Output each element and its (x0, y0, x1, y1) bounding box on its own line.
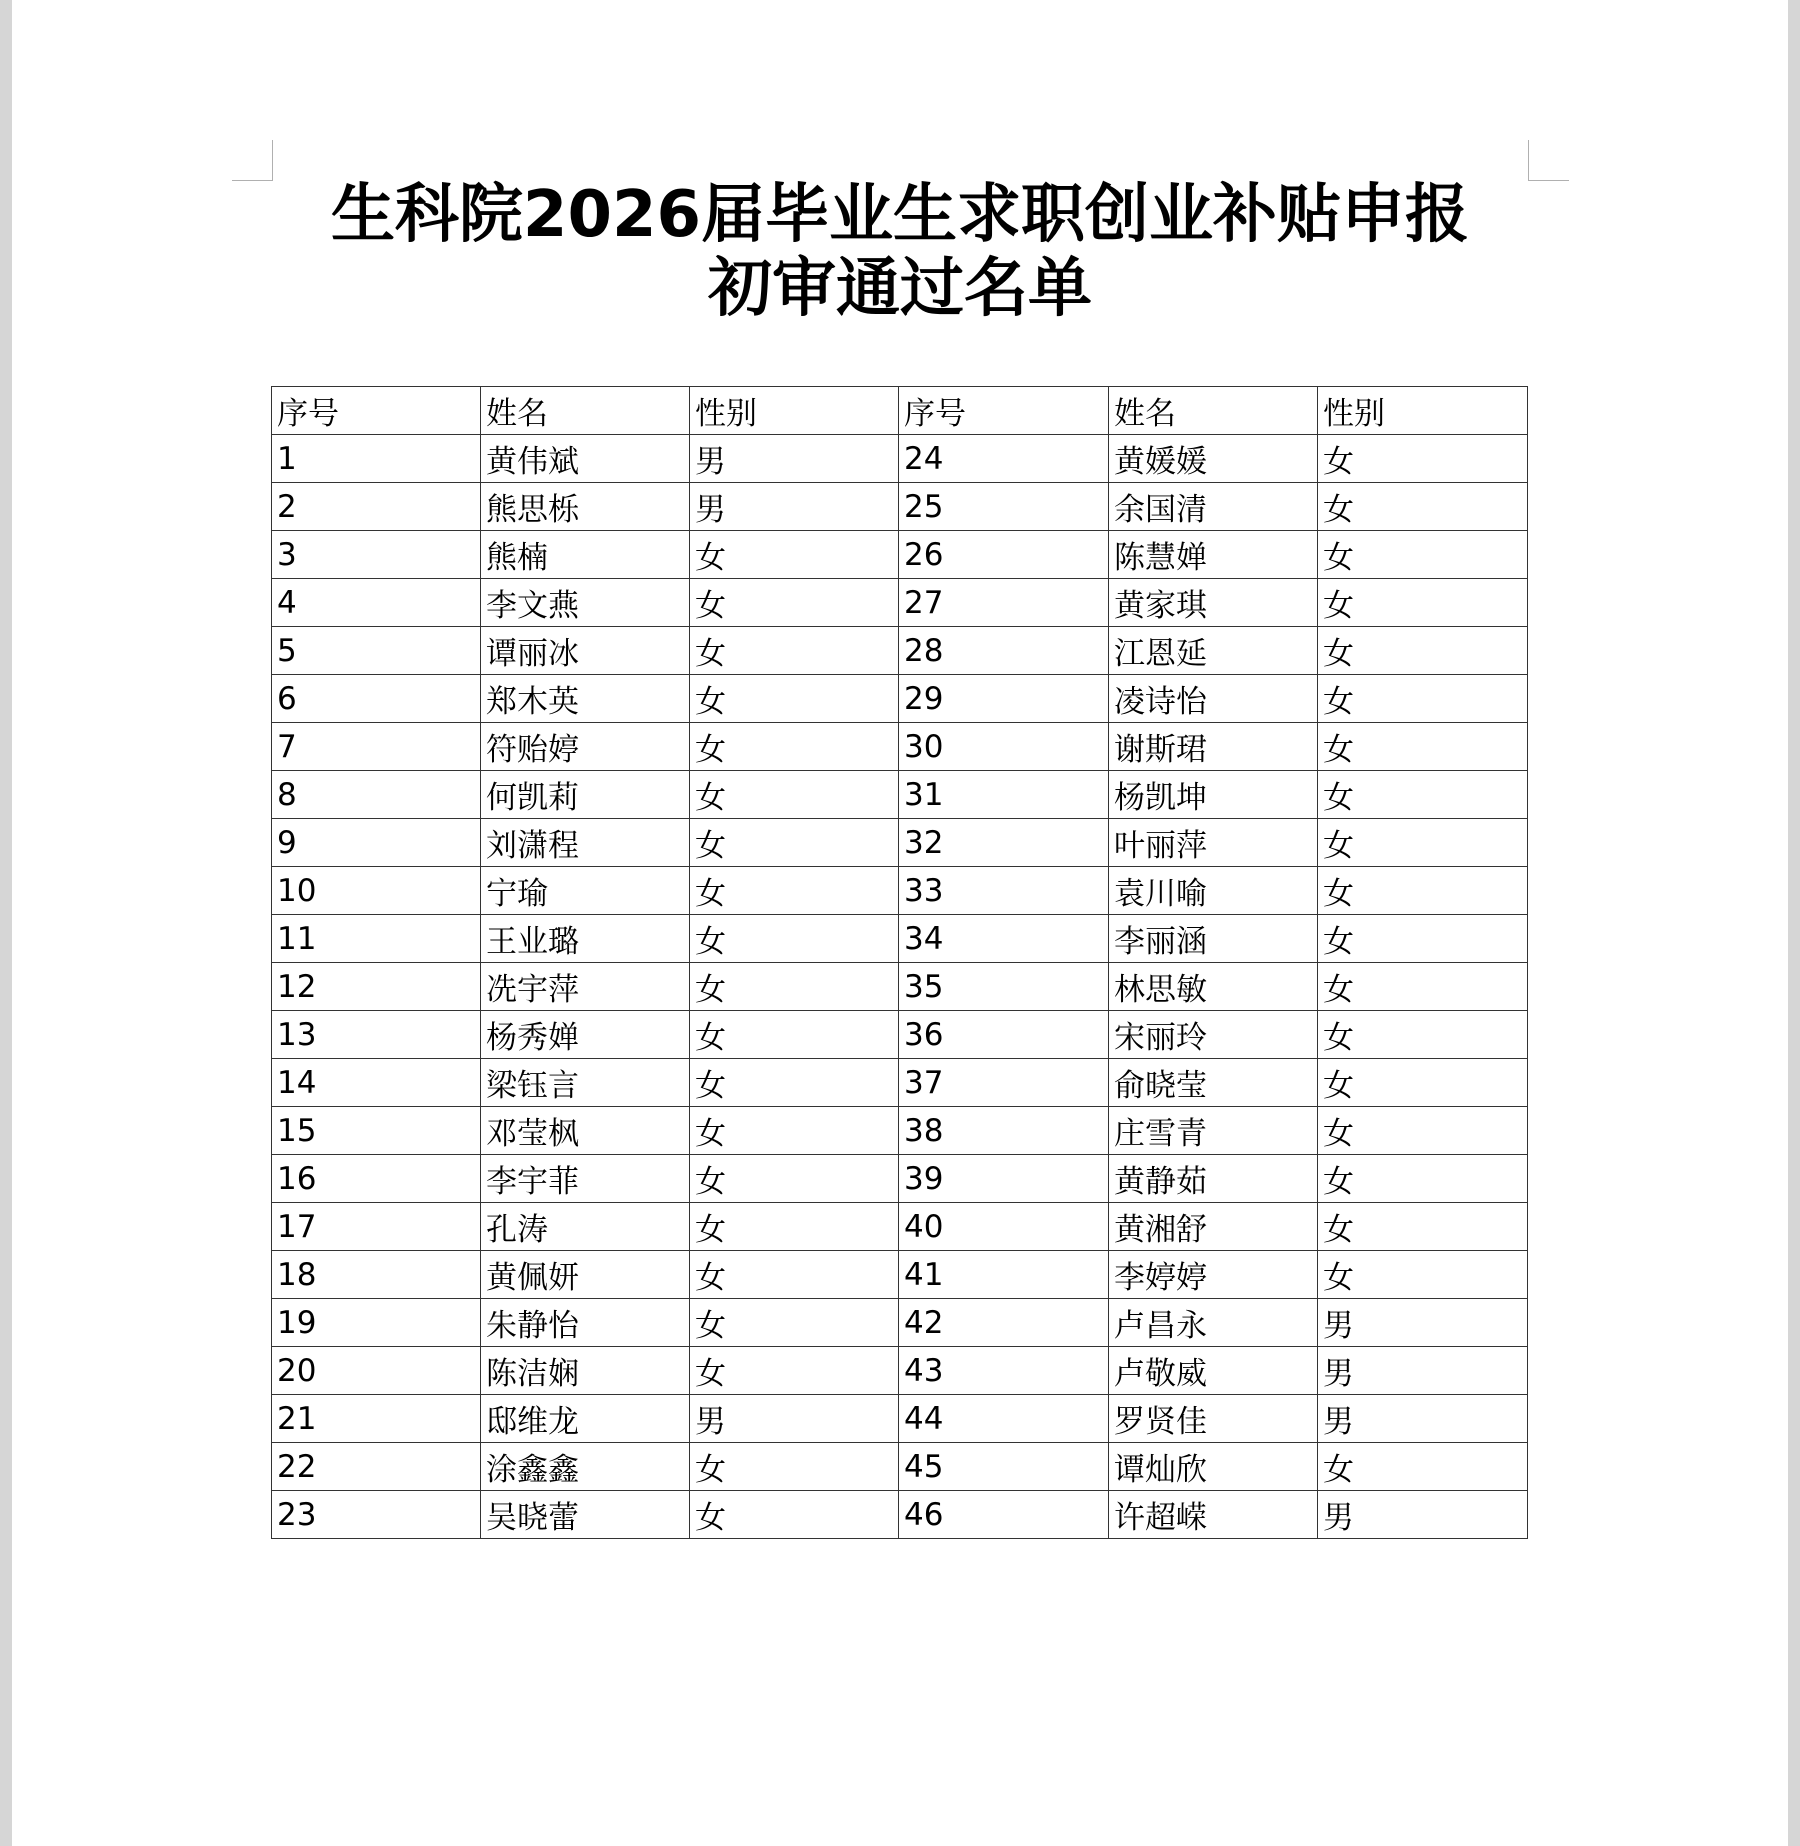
cell-name: 黄湘舒 (1109, 1203, 1318, 1251)
cell-index: 7 (272, 723, 481, 771)
cell-index: 25 (899, 483, 1109, 531)
cell-gender: 女 (690, 1203, 899, 1251)
cell-index: 1 (272, 435, 481, 483)
cell-index: 42 (899, 1299, 1109, 1347)
cell-index: 41 (899, 1251, 1109, 1299)
cell-gender: 女 (1318, 1443, 1528, 1491)
header-cell: 性别 (1318, 387, 1528, 435)
cell-name: 谢斯珺 (1109, 723, 1318, 771)
cell-index: 6 (272, 675, 481, 723)
cell-index: 23 (272, 1491, 481, 1539)
cell-index: 26 (899, 531, 1109, 579)
cell-gender: 女 (690, 1155, 899, 1203)
cell-name: 叶丽萍 (1109, 819, 1318, 867)
table-row (272, 1059, 1528, 1107)
cell-gender: 女 (1318, 1155, 1528, 1203)
table-row (272, 963, 1528, 1011)
cell-name: 孔涛 (481, 1203, 690, 1251)
cell-name: 卢敬威 (1109, 1347, 1318, 1395)
cell-name: 王业璐 (481, 915, 690, 963)
cell-name: 江恩延 (1109, 627, 1318, 675)
cell-name: 李丽涵 (1109, 915, 1318, 963)
header-cell: 姓名 (481, 387, 690, 435)
cell-name: 凌诗怡 (1109, 675, 1318, 723)
cell-name: 何凯莉 (481, 771, 690, 819)
cell-gender: 男 (690, 483, 899, 531)
cell-name: 俞晓莹 (1109, 1059, 1318, 1107)
cell-gender: 女 (1318, 723, 1528, 771)
cell-name: 宋丽玲 (1109, 1011, 1318, 1059)
cell-gender: 男 (690, 1395, 899, 1443)
cell-index: 36 (899, 1011, 1109, 1059)
cell-gender: 女 (690, 1347, 899, 1395)
cell-index: 31 (899, 771, 1109, 819)
table-body (272, 435, 1528, 1539)
cell-name: 谭灿欣 (1109, 1443, 1318, 1491)
table-row (272, 1155, 1528, 1203)
cell-index: 2 (272, 483, 481, 531)
cell-index: 13 (272, 1011, 481, 1059)
cell-gender: 男 (690, 435, 899, 483)
cell-gender: 女 (1318, 771, 1528, 819)
cell-index: 21 (272, 1395, 481, 1443)
cell-name: 袁川喻 (1109, 867, 1318, 915)
cell-name: 余国清 (1109, 483, 1318, 531)
document-title (12, 178, 1788, 326)
cell-gender: 女 (690, 867, 899, 915)
cell-index: 11 (272, 915, 481, 963)
cell-gender: 男 (1318, 1491, 1528, 1539)
table-row (272, 1251, 1528, 1299)
cell-index: 40 (899, 1203, 1109, 1251)
cell-gender: 女 (1318, 1203, 1528, 1251)
table-row (272, 1299, 1528, 1347)
cell-gender: 女 (690, 675, 899, 723)
cell-gender: 男 (1318, 1347, 1528, 1395)
cell-index: 8 (272, 771, 481, 819)
cell-gender: 女 (1318, 963, 1528, 1011)
cell-gender: 女 (690, 1251, 899, 1299)
cell-name: 朱静怡 (481, 1299, 690, 1347)
cell-index: 30 (899, 723, 1109, 771)
cell-name: 宁瑜 (481, 867, 690, 915)
cell-gender: 女 (690, 1491, 899, 1539)
cell-gender: 女 (690, 771, 899, 819)
cell-index: 19 (272, 1299, 481, 1347)
cell-index: 20 (272, 1347, 481, 1395)
table-row (272, 1107, 1528, 1155)
cell-index: 12 (272, 963, 481, 1011)
cell-name: 庄雪青 (1109, 1107, 1318, 1155)
cell-gender: 女 (1318, 1059, 1528, 1107)
cell-gender: 女 (1318, 867, 1528, 915)
header-cell: 序号 (899, 387, 1109, 435)
table-row (272, 435, 1528, 483)
cell-index: 45 (899, 1443, 1109, 1491)
cell-name: 刘潇程 (481, 819, 690, 867)
cell-gender: 女 (690, 819, 899, 867)
cell-name: 熊楠 (481, 531, 690, 579)
cell-name: 林思敏 (1109, 963, 1318, 1011)
cell-index: 34 (899, 915, 1109, 963)
table-row (272, 723, 1528, 771)
document-page (12, 0, 1788, 1846)
cell-gender: 女 (1318, 1011, 1528, 1059)
cell-gender: 女 (690, 1443, 899, 1491)
table-row (272, 771, 1528, 819)
cell-name: 杨凯坤 (1109, 771, 1318, 819)
table-row (272, 1395, 1528, 1443)
cell-gender: 女 (690, 723, 899, 771)
cell-gender: 女 (690, 579, 899, 627)
table-row (272, 579, 1528, 627)
cell-name: 梁钰言 (481, 1059, 690, 1107)
table-row (272, 819, 1528, 867)
cell-name: 冼宇萍 (481, 963, 690, 1011)
cell-index: 16 (272, 1155, 481, 1203)
cell-index: 14 (272, 1059, 481, 1107)
table-row (272, 531, 1528, 579)
cell-name: 黄家琪 (1109, 579, 1318, 627)
table-row (272, 675, 1528, 723)
cell-gender: 女 (690, 627, 899, 675)
table-row (272, 1203, 1528, 1251)
cell-gender: 女 (690, 1107, 899, 1155)
cell-index: 3 (272, 531, 481, 579)
cell-index: 43 (899, 1347, 1109, 1395)
cell-index: 24 (899, 435, 1109, 483)
cell-gender: 女 (690, 531, 899, 579)
roster-table (271, 386, 1528, 1539)
cell-index: 46 (899, 1491, 1109, 1539)
cell-name: 符贻婷 (481, 723, 690, 771)
cell-index: 32 (899, 819, 1109, 867)
cell-name: 涂鑫鑫 (481, 1443, 690, 1491)
title-line-1: 生科院2026届毕业生求职创业补贴申报 (330, 178, 1470, 252)
cell-name: 黄媛媛 (1109, 435, 1318, 483)
cell-gender: 女 (690, 1059, 899, 1107)
cell-index: 44 (899, 1395, 1109, 1443)
cell-gender: 女 (1318, 627, 1528, 675)
cell-gender: 女 (1318, 435, 1528, 483)
cell-gender: 女 (1318, 1107, 1528, 1155)
cell-index: 17 (272, 1203, 481, 1251)
cell-index: 27 (899, 579, 1109, 627)
header-cell: 序号 (272, 387, 481, 435)
cell-index: 35 (899, 963, 1109, 1011)
cell-name: 谭丽冰 (481, 627, 690, 675)
cell-index: 39 (899, 1155, 1109, 1203)
margin-corner-mark-right (1528, 140, 1569, 181)
table-row (272, 627, 1528, 675)
cell-index: 18 (272, 1251, 481, 1299)
cell-name: 黄静茹 (1109, 1155, 1318, 1203)
cell-gender: 女 (690, 1011, 899, 1059)
cell-name: 邓莹枫 (481, 1107, 690, 1155)
title-line-2: 初审通过名单 (708, 252, 1092, 326)
table-row (272, 483, 1528, 531)
cell-gender: 女 (690, 1299, 899, 1347)
cell-index: 37 (899, 1059, 1109, 1107)
cell-name: 许超嵘 (1109, 1491, 1318, 1539)
cell-name: 黄伟斌 (481, 435, 690, 483)
cell-name: 李宇菲 (481, 1155, 690, 1203)
cell-index: 4 (272, 579, 481, 627)
cell-gender: 女 (1318, 915, 1528, 963)
table-row (272, 1347, 1528, 1395)
cell-name: 陈慧婵 (1109, 531, 1318, 579)
cell-name: 李婷婷 (1109, 1251, 1318, 1299)
cell-gender: 女 (690, 963, 899, 1011)
table-row (272, 867, 1528, 915)
cell-name: 卢昌永 (1109, 1299, 1318, 1347)
cell-index: 10 (272, 867, 481, 915)
cell-gender: 女 (690, 915, 899, 963)
cell-name: 郑木英 (481, 675, 690, 723)
cell-name: 罗贤佳 (1109, 1395, 1318, 1443)
cell-gender: 男 (1318, 1395, 1528, 1443)
table-row (272, 1011, 1528, 1059)
margin-corner-mark-left (232, 140, 273, 181)
table-row (272, 915, 1528, 963)
cell-gender: 女 (1318, 675, 1528, 723)
cell-gender: 女 (1318, 819, 1528, 867)
cell-name: 杨秀婵 (481, 1011, 690, 1059)
cell-index: 5 (272, 627, 481, 675)
cell-name: 熊思栎 (481, 483, 690, 531)
cell-gender: 女 (1318, 483, 1528, 531)
cell-gender: 女 (1318, 579, 1528, 627)
cell-name: 黄佩妍 (481, 1251, 690, 1299)
cell-name: 李文燕 (481, 579, 690, 627)
cell-index: 29 (899, 675, 1109, 723)
cell-index: 33 (899, 867, 1109, 915)
table-row (272, 1491, 1528, 1539)
table-row (272, 1443, 1528, 1491)
cell-gender: 女 (1318, 1251, 1528, 1299)
cell-index: 22 (272, 1443, 481, 1491)
cell-index: 38 (899, 1107, 1109, 1155)
cell-gender: 女 (1318, 531, 1528, 579)
cell-gender: 男 (1318, 1299, 1528, 1347)
table-header-row (272, 387, 1528, 435)
cell-name: 邸维龙 (481, 1395, 690, 1443)
header-cell: 姓名 (1109, 387, 1318, 435)
cell-name: 吴晓蕾 (481, 1491, 690, 1539)
cell-index: 15 (272, 1107, 481, 1155)
cell-index: 28 (899, 627, 1109, 675)
cell-name: 陈洁娴 (481, 1347, 690, 1395)
cell-index: 9 (272, 819, 481, 867)
header-cell: 性别 (690, 387, 899, 435)
